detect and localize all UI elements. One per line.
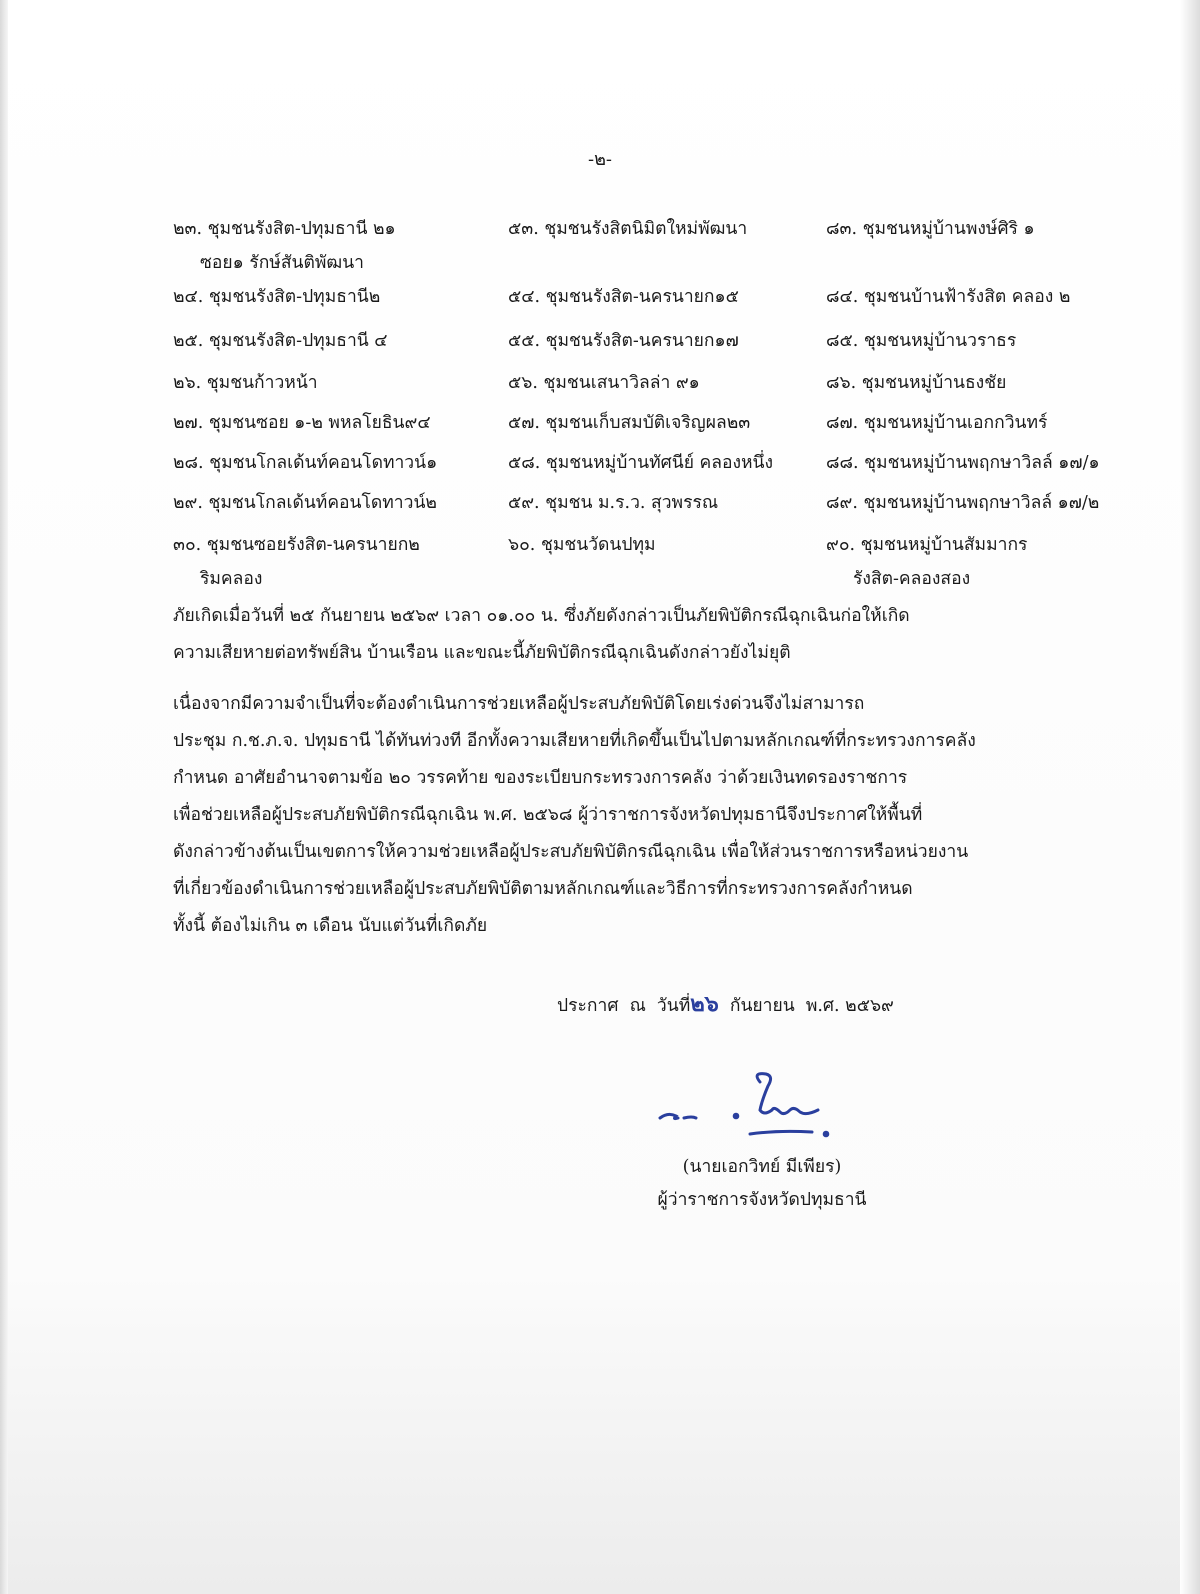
community-list-item [508, 446, 773, 480]
community-list-item [173, 324, 388, 358]
item-name: ชุมชนวัดนปทุม [540, 535, 656, 555]
item-name: ชุมชนรังสิต-ปทุมธานี ๒๑ [207, 219, 396, 239]
announcement-date [557, 986, 894, 1021]
item-name-continuation: รังสิต-คลองสอง [853, 569, 971, 589]
announcement-suffix: กันยายน พ.ศ. ๒๕๖๙ [718, 996, 894, 1016]
community-list-item [826, 528, 1027, 596]
item-number: ๘๙. [826, 493, 858, 513]
item-number: ๕๓. [508, 219, 539, 239]
item-number: ๓๐. [173, 535, 202, 555]
item-name: ชุมชนหมู่บ้านสัมมากร [860, 535, 1028, 555]
community-list-item [508, 528, 656, 562]
item-number: ๒๙. [173, 493, 203, 513]
governor-signature [648, 1066, 848, 1146]
item-name: ชุมชนหมู่บ้านพฤกษาวิลล์ ๑๗/๒ [863, 493, 1100, 513]
item-number: ๘๖. [826, 373, 857, 393]
community-list-item [826, 324, 1016, 358]
community-list-item [173, 486, 437, 520]
item-name: ชุมชนหมู่บ้านทัศนีย์ คลองหนึ่ง [545, 453, 774, 473]
announcement-prefix: ประกาศ ณ วันที่ [557, 996, 691, 1016]
item-number: ๒๗. [173, 413, 204, 433]
item-number: ๒๔. [173, 287, 204, 307]
item-name: ชุมชนโกลเด้นท์คอนโดทาวน์๑ [209, 453, 438, 473]
item-number: ๘๓. [826, 219, 858, 239]
community-list-item [173, 446, 437, 480]
item-name: ชุมชนหมู่บ้านพฤกษาวิลล์ ๑๗/๑ [864, 453, 1100, 473]
item-number: ๒๕. [173, 331, 204, 351]
item-number: ๙๐. [826, 535, 856, 555]
community-list-item [826, 446, 1100, 480]
item-number: ๕๖. [508, 373, 538, 393]
item-name: ชุมชนรังสิต-ปทุมธานี๒ [208, 287, 381, 307]
item-name: ชุมชนซอยรังสิต-นครนายก๒ [206, 535, 420, 555]
announcement-day-handwritten: ๒๖ [690, 991, 719, 1017]
item-number: ๕๔. [508, 287, 541, 307]
item-name: ชุมชนโกลเด้นท์คอนโดทาวน์๒ [208, 493, 437, 513]
community-list-item [508, 324, 739, 358]
community-list-item [508, 280, 739, 314]
item-number: ๘๕. [826, 331, 859, 351]
page-number: -๒- [587, 149, 613, 170]
community-list-item [826, 212, 1035, 246]
item-name: ชุมชนหมู่บ้านพงษ์ศิริ ๑ [862, 219, 1035, 239]
item-number: ๕๘. [508, 453, 541, 473]
item-name: ชุมชนหมู่บ้านวราธร [863, 331, 1017, 351]
signer-title: ผู้ว่าราชการจังหวัดปทุมธานี [657, 1190, 867, 1210]
community-list-item [508, 486, 718, 520]
community-list-item [508, 212, 747, 246]
item-name: ชุมชนก้าวหน้า [206, 373, 318, 393]
item-number: ๒๖. [173, 373, 202, 393]
item-name: ชุมชนซอย ๑-๒ พหลโยธิน๙๔ [208, 413, 431, 433]
paragraph-disaster-date: ภัยเกิดเมื่อวันที่ ๒๕ กันยายน ๒๕๖๙ เวลา ๐๑.๐๐ น. ซึ่งภัยดังกล่าวเป็นภัยพิบัติกรณีฉุกเฉินก่อให้เกิด ความเสียหายต่อทรัพย์สิน บ้านเรือน และขณะนี้ภัยพิบัติกรณีฉุกเฉินดังกล่าวยังไม่ยุติ [173, 606, 910, 663]
signer-name: (นายเอกวิทย์ มีเพียร) [682, 1157, 842, 1177]
item-name-continuation: ซอย๑ รักษ์สันติพัฒนา [200, 253, 364, 273]
community-list-item [173, 406, 431, 440]
item-number: ๘๘. [826, 453, 859, 473]
item-name: ชุมชนเก็บสมบัติเจริญผล๒๓ [545, 413, 751, 433]
community-list-item [173, 366, 318, 400]
item-number: ๘๔. [826, 287, 859, 307]
community-list-item [173, 212, 396, 280]
item-number: ๒๓. [173, 219, 203, 239]
item-name: ชุมชนเสนาวิลล่า ๙๑ [543, 373, 700, 393]
item-name: ชุมชนหมู่บ้านเอกกวินทร์ [863, 413, 1048, 433]
item-name: ชุมชน ม.ร.ว. สุวพรรณ [545, 493, 719, 513]
item-number: ๖๐. [508, 535, 536, 555]
item-number: ๕๗. [508, 413, 540, 433]
community-list-item [826, 280, 1070, 314]
item-number: ๕๕. [508, 331, 541, 351]
item-name: ชุมชนหมู่บ้านธงชัย [861, 373, 1007, 393]
item-name: ชุมชนรังสิต-นครนายก๑๗ [545, 331, 739, 351]
community-list-item [508, 406, 750, 440]
scan-border-left [0, 0, 8, 1594]
community-list-item [826, 366, 1006, 400]
community-list-item [173, 280, 380, 314]
item-name-continuation: ริมคลอง [200, 569, 263, 589]
item-name: ชุมชนรังสิต-นครนายก๑๕ [545, 287, 739, 307]
item-name: ชุมชนรังสิตนิมิตใหม่พัฒนา [544, 219, 748, 239]
item-number: ๘๗. [826, 413, 859, 433]
community-list-item [173, 528, 420, 596]
community-list-item [508, 366, 700, 400]
item-name: ชุมชนรังสิต-ปทุมธานี ๔ [208, 331, 388, 351]
scan-border-right [1180, 0, 1200, 1594]
community-list-item [826, 486, 1099, 520]
paragraph-declaration: เนื่องจากมีความจำเป็นที่จะต้องดำเนินการช่วยเหลือผู้ประสบภัยพิบัติโดยเร่งด่วนจึงไม่สามารถ ประชุม ก.ช.ภ.จ. ปทุมธานี ได้ทันท่วงที อีกทั้งความเสียหายที่เกิดขึ้นเป็นไปตามหลักเกณฑ์ที่กระทรวงการคลัง กำหนด อาศัยอำนาจตามข้อ ๒๐ วรรคท้าย ของระเบียบกระทรวงการคลัง ว่าด้วยเงินทดรองราชการ เพื่อช่วยเหลือผู้ประสบภัยพิบัติกรณีฉุกเฉิน พ.ศ. ๒๕๖๘ ผู้ว่าราชการจังหวัดปทุมธานีจึงประกาศให้พื้นที่ ดังกล่าวข้างต้นเป็นเขตการให้ความช่วยเหลือผู้ประสบภัยพิบัติกรณีฉุกเฉิน เพื่อให้ส่วนราชการหรือหน่วยงาน ที่เกี่ยวข้องดำเนินการช่วยเหลือผู้ประสบภัยพิบัติตามหลักเกณฑ์และวิธีการที่กระทรวงการคลังกำหนด ทั้งนี้ ต้องไม่เกิน ๓ เดือน นับแต่วันที่เกิดภัย [173, 694, 976, 936]
item-number: ๕๙. [508, 493, 540, 513]
item-name: ชุมชนบ้านฟ้ารังสิต คลอง ๒ [863, 287, 1071, 307]
community-list-item [826, 406, 1047, 440]
item-number: ๒๘. [173, 453, 204, 473]
